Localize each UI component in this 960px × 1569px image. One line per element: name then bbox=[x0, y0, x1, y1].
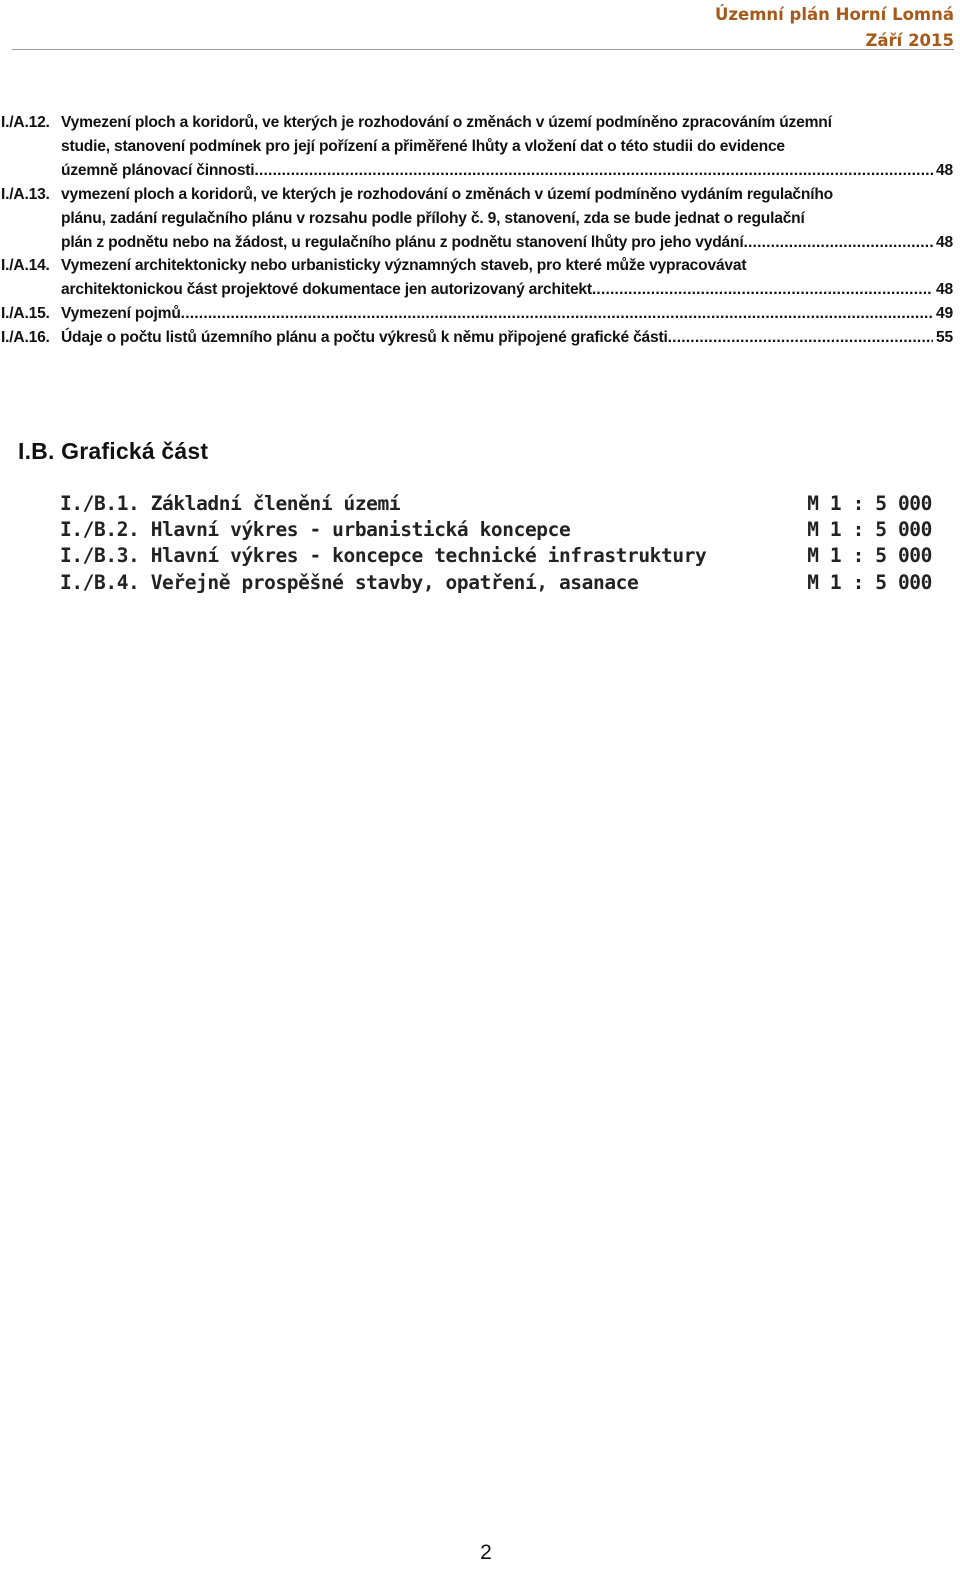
toc-entry-code: I./A.13. bbox=[1, 185, 50, 203]
toc-entry[interactable] bbox=[0, 111, 953, 183]
drawing-scale: M 1 : 5 000 bbox=[807, 544, 932, 568]
toc-entry-last-line bbox=[61, 231, 953, 255]
header-divider bbox=[12, 49, 954, 50]
drawing-scale: M 1 : 5 000 bbox=[807, 570, 932, 594]
toc-entry-last-line bbox=[61, 302, 953, 326]
dot-leader bbox=[668, 326, 933, 350]
header-title: Územní plán Horní Lomná bbox=[715, 5, 954, 24]
toc-entry-page: 55 bbox=[936, 329, 953, 347]
toc-entry-text: plán z podnětu nebo na žádost, u regulačního plánu z podnětu stanovení lhůty pro jeho vydání bbox=[61, 233, 744, 251]
toc-entry-last-line bbox=[61, 278, 953, 302]
drawing-row bbox=[60, 517, 932, 543]
drawings-list bbox=[60, 491, 932, 596]
section-title: I.B. Grafická část bbox=[18, 438, 209, 464]
toc-entry[interactable] bbox=[0, 183, 953, 255]
toc-entry-page: 49 bbox=[936, 305, 953, 323]
toc-entry-code: I./A.15. bbox=[1, 305, 50, 323]
toc-entry-text: Vymezení ploch a koridorů, ve kterých je rozhodování o změnách v území podmíněno zpracováním územní bbox=[61, 114, 832, 131]
toc-entry-last-line bbox=[61, 326, 953, 350]
toc-entry-last-line bbox=[61, 159, 953, 183]
drawing-row bbox=[60, 570, 932, 596]
drawing-name: I./B.4. Veřejně prospěšné stavby, opatření, asanace bbox=[60, 570, 639, 594]
toc-entry-code: I./A.14. bbox=[1, 257, 50, 275]
toc-entry-text: vymezení ploch a koridorů, ve kterých je rozhodování o změnách v území podmíněno vydáním regulačního bbox=[61, 185, 833, 203]
toc-entry-text: Vymezení architektonicky nebo urbanisticky významných staveb, pro které může vypracovávat bbox=[61, 257, 747, 275]
drawing-row bbox=[60, 543, 932, 569]
toc-entry-code: I./A.12. bbox=[1, 114, 50, 131]
dot-leader bbox=[181, 302, 933, 326]
toc-entry-code: I./A.16. bbox=[1, 329, 50, 347]
drawing-name: I./B.2. Hlavní výkres - urbanistická koncepce bbox=[60, 518, 571, 542]
toc-entry-text: studie, stanovení podmínek pro její pořízení a přiměřené lhůty a vložení dat o této studii do evidence bbox=[61, 137, 785, 155]
document-header bbox=[715, 2, 954, 54]
toc-entry-text: územně plánovací činnosti bbox=[61, 161, 255, 179]
toc-entry-text: Vymezení pojmů bbox=[61, 305, 181, 323]
dot-leader bbox=[743, 231, 933, 255]
toc-entry-text: architektonickou část projektové dokumentace jen autorizovaný architekt bbox=[61, 281, 592, 299]
toc-entry-text: Údaje o počtu listů územního plánu a počtu výkresů k němu připojené grafické části bbox=[61, 329, 668, 347]
dot-leader bbox=[254, 159, 933, 183]
toc-entry[interactable] bbox=[0, 326, 953, 350]
toc-entry-page: 48 bbox=[936, 233, 953, 251]
toc-entry[interactable] bbox=[0, 302, 953, 326]
toc-entry-page: 48 bbox=[936, 281, 953, 299]
toc-entry[interactable] bbox=[0, 254, 953, 302]
toc-entry-page: 48 bbox=[936, 161, 953, 179]
table-of-contents bbox=[0, 111, 953, 350]
drawing-scale: M 1 : 5 000 bbox=[807, 492, 932, 515]
toc-entry-text: plánu, zadání regulačního plánu v rozsahu podle přílohy č. 9, stanovení, zda se bude jednat o regulační bbox=[61, 209, 805, 227]
header-date: Září 2015 bbox=[865, 31, 954, 50]
drawing-name: I./B.1. Základní členění území bbox=[60, 492, 401, 515]
drawing-name: I./B.3. Hlavní výkres - koncepce technické infrastruktury bbox=[60, 544, 707, 568]
drawing-row bbox=[60, 491, 932, 517]
drawing-scale: M 1 : 5 000 bbox=[807, 518, 932, 542]
dot-leader bbox=[592, 278, 933, 302]
page-number: 2 bbox=[480, 1541, 492, 1564]
